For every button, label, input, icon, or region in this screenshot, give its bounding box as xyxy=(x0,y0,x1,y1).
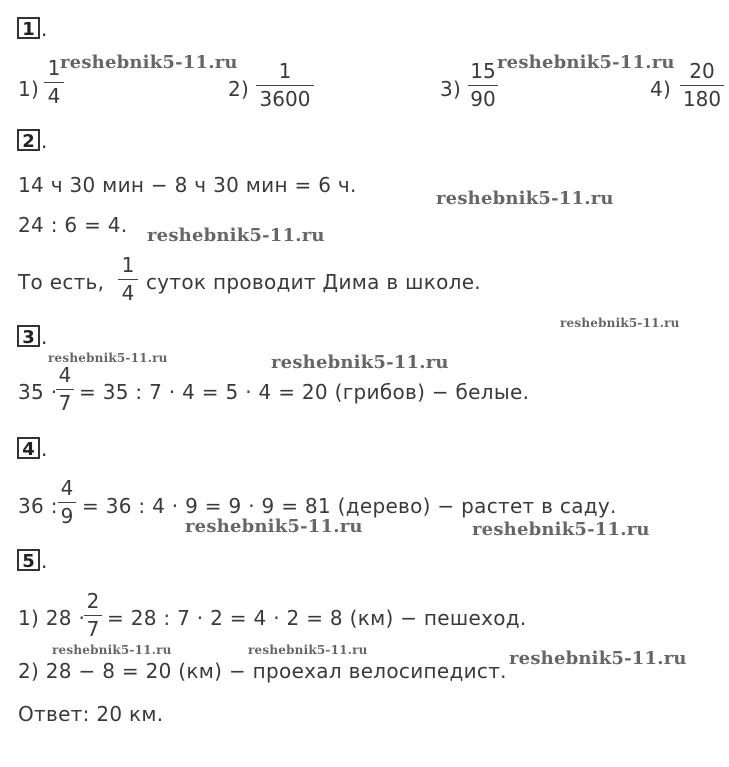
task-5-line-1-prefix: 1) 28 · xyxy=(18,606,86,630)
task-3-prefix: 35 · xyxy=(18,380,58,404)
task-4-fraction: 4 9 xyxy=(58,477,76,527)
watermark: reshebnik5-11.ru xyxy=(472,519,650,540)
watermark: reshebnik5-11.ru xyxy=(185,516,363,537)
task-1-number: 1 xyxy=(17,17,40,39)
watermark: reshebnik5-11.ru xyxy=(248,643,368,657)
task-5-line-1-suffix: = 28 : 7 · 2 = 4 · 2 = 8 (км) − пешеход. xyxy=(107,606,527,630)
task-5-number: 5 xyxy=(17,549,40,571)
watermark: reshebnik5-11.ru xyxy=(52,643,172,657)
task-1-item-4-label: 4) xyxy=(650,77,672,101)
task-2-line-3-suffix: суток проводит Дима в школе. xyxy=(146,270,481,294)
watermark: reshebnik5-11.ru xyxy=(509,648,687,669)
watermark: reshebnik5-11.ru xyxy=(560,316,680,330)
task-4-prefix: 36 : xyxy=(18,494,58,518)
task-1-dot: . xyxy=(41,17,48,41)
task-5-fraction: 2 7 xyxy=(84,590,102,640)
task-4-dot: . xyxy=(41,437,48,461)
task-4-suffix: = 36 : 4 · 9 = 9 · 9 = 81 (дерево) − растет в саду. xyxy=(82,494,617,518)
task-2-line-3-prefix: То есть, xyxy=(18,270,105,294)
task-5-line-2: 2) 28 − 8 = 20 (км) − проехал велосипедист. xyxy=(18,659,507,683)
task-3-dot: . xyxy=(41,325,48,349)
watermark: reshebnik5-11.ru xyxy=(48,351,168,365)
task-5-dot: . xyxy=(41,549,48,573)
task-4-number: 4 xyxy=(17,437,40,459)
task-2-number: 2 xyxy=(17,129,40,151)
task-1-item-1-fraction: 1 4 xyxy=(44,57,64,107)
task-1-item-2-label: 2) xyxy=(228,77,250,101)
task-1-item-4-fraction: 20 180 xyxy=(680,60,724,110)
task-5-answer: Ответ: 20 км. xyxy=(18,702,164,726)
task-2-line-2: 24 : 6 = 4. xyxy=(18,213,128,237)
watermark: reshebnik5-11.ru xyxy=(147,225,325,246)
task-2-line-1: 14 ч 30 мин − 8 ч 30 мин = 6 ч. xyxy=(18,173,357,197)
task-2-fraction: 1 4 xyxy=(118,254,138,304)
watermark: reshebnik5-11.ru xyxy=(497,52,675,73)
task-2-dot: . xyxy=(41,129,48,153)
watermark: reshebnik5-11.ru xyxy=(436,188,614,209)
task-1-item-2-fraction: 1 3600 xyxy=(256,60,314,110)
watermark: reshebnik5-11.ru xyxy=(271,352,449,373)
task-3-suffix: = 35 : 7 · 4 = 5 · 4 = 20 (грибов) − белые. xyxy=(79,380,530,404)
watermark: reshebnik5-11.ru xyxy=(60,52,238,73)
task-3-number: 3 xyxy=(17,325,40,347)
task-1-item-1-label: 1) xyxy=(18,77,40,101)
task-1-item-3-fraction: 15 90 xyxy=(468,60,498,110)
task-3-fraction: 4 7 xyxy=(56,364,74,414)
task-1-item-3-label: 3) xyxy=(440,77,462,101)
